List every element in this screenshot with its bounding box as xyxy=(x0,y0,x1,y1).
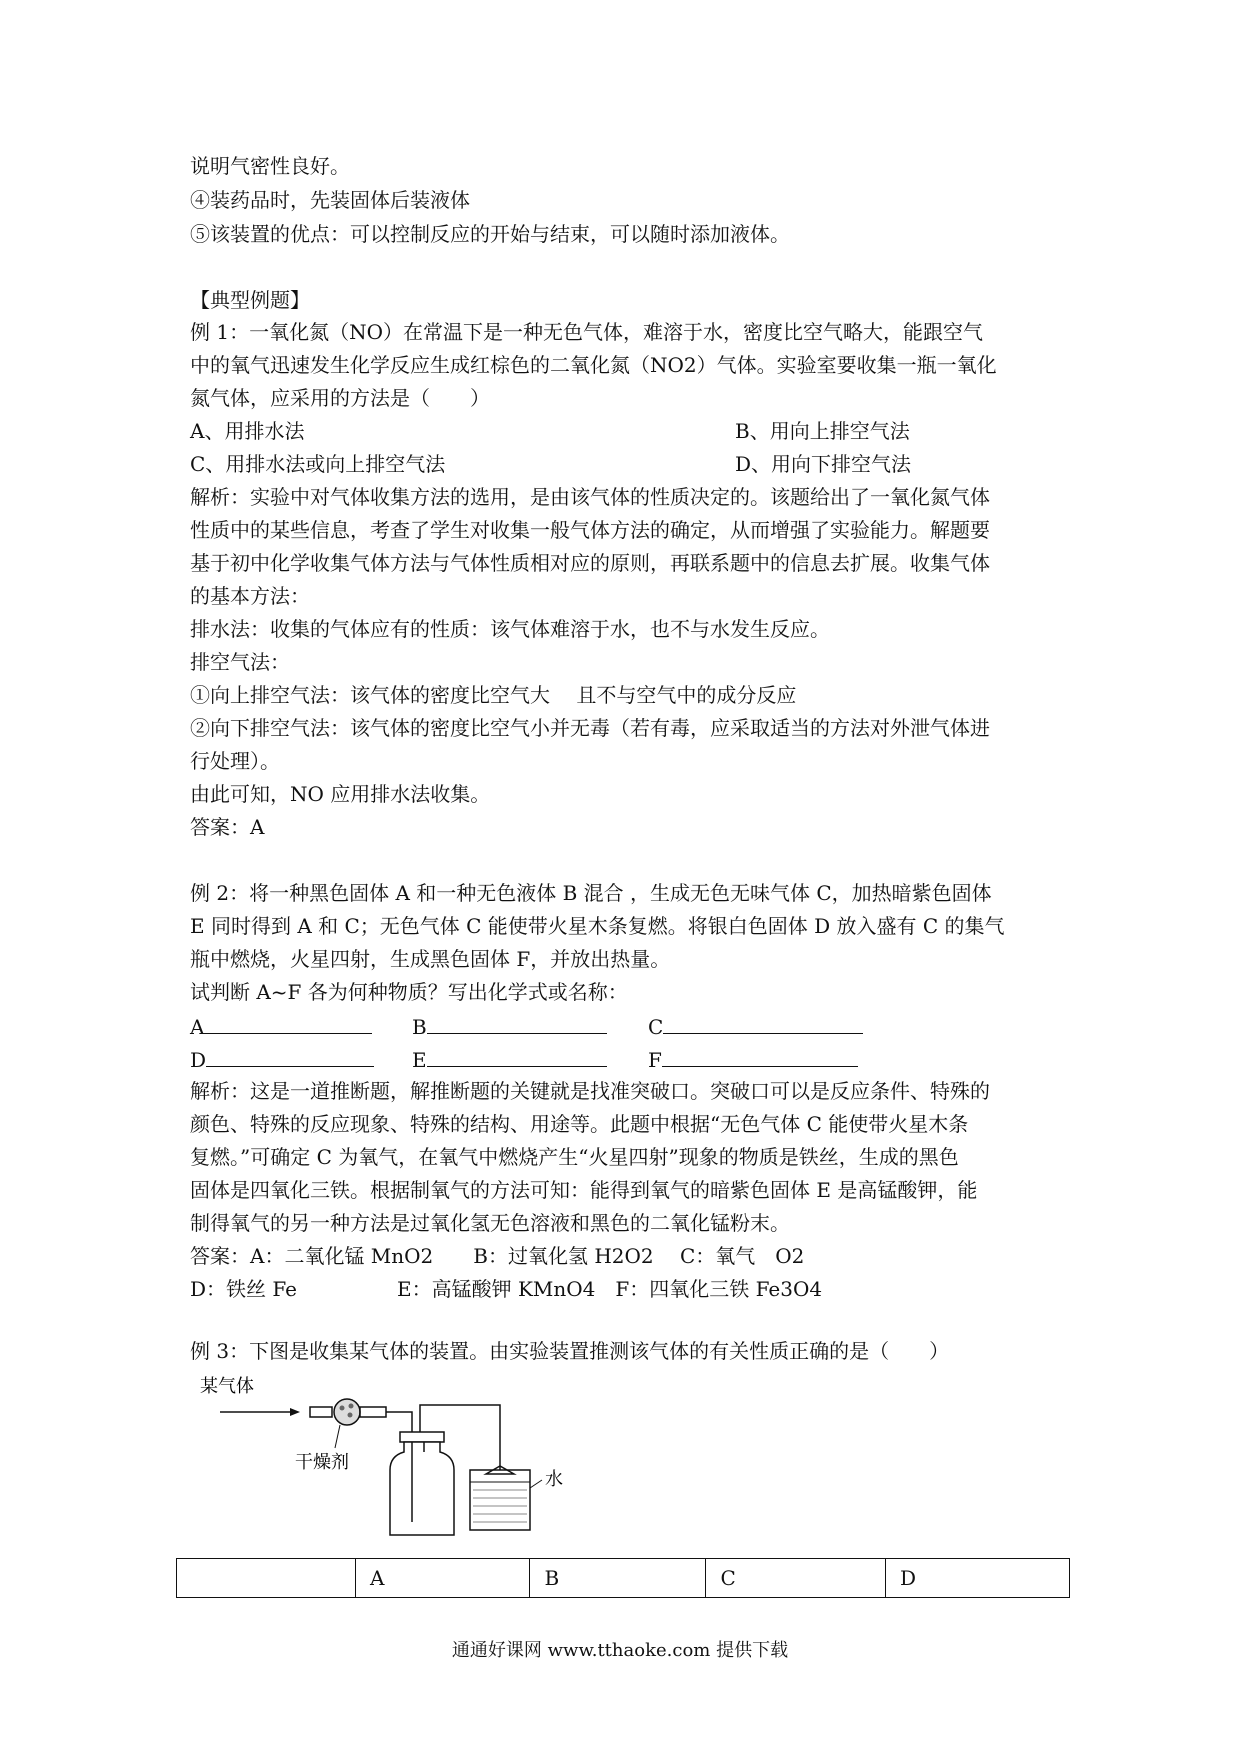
blank-f xyxy=(662,1044,858,1067)
blank-label-c: C xyxy=(648,1015,664,1039)
inlet-tube xyxy=(386,1412,412,1432)
ex2-answer-2: D：铁丝 Fe E：高锰酸钾 KMnO4 F：四氧化三铁 Fe3O4 xyxy=(190,1277,823,1301)
blank-label-e: E xyxy=(412,1048,427,1072)
figure-label-gas: 某气体 xyxy=(200,1376,254,1397)
desiccant-grain xyxy=(349,1404,354,1409)
ex2-analysis-1: 解析：这是一道推断题，解推断题的关键就是找准突破口。突破口可以是反应条件、特殊的 xyxy=(190,1079,990,1103)
ex2-blanks-row-2 xyxy=(190,1044,662,1074)
ex1-line-2: 中的氧气迅速发生化学反应生成红棕色的二氧化氮（NO2）气体。实验室要收集一瓶一氧化 xyxy=(190,353,997,377)
ex1-option-a: A、用排水法 xyxy=(190,419,305,443)
page-footer: 通通好课网 www.tthaoke.com 提供下载 xyxy=(451,1640,789,1661)
connecting-tube xyxy=(420,1405,500,1432)
table-header-a: A xyxy=(356,1559,530,1598)
blank-a xyxy=(204,1011,372,1034)
water-pointer-line xyxy=(530,1480,542,1488)
ex2-blanks-row-1 xyxy=(190,1011,664,1041)
ex1-analysis-2: 性质中的某些信息，考查了学生对收集一般气体方法的确定，从而增强了实验能力。解题要 xyxy=(190,518,990,542)
drying-tube-inlet xyxy=(310,1407,332,1417)
ex1-option-c: C、用排水法或向上排空气法 xyxy=(190,452,446,476)
ex1-analysis-1: 解析：实验中对气体收集方法的选用，是由该气体的性质决定的。该题给出了一氧化氮气体 xyxy=(190,485,990,509)
ex1-line-1: 例 1：一氧化氮（NO）在常温下是一种无色气体，难溶于水，密度比空气略大，能跟空气 xyxy=(190,320,983,344)
blank-label-a: A xyxy=(190,1015,205,1039)
table-header-b: B xyxy=(530,1559,706,1598)
ex1-options-row-2 xyxy=(190,450,912,478)
blank-label-e-wrap xyxy=(412,1044,607,1074)
blank-label-d: D xyxy=(190,1048,207,1072)
gas-collection-apparatus-figure xyxy=(190,1370,640,1550)
intro-line-3: ⑤该装置的优点：可以控制反应的开始与结束，可以随时添加液体。 xyxy=(190,222,790,246)
table-header-blank xyxy=(177,1559,356,1598)
ex1-analysis-9: 行处理）。 xyxy=(190,749,280,773)
desiccant-grain xyxy=(340,1406,345,1411)
blank-label-b: B xyxy=(412,1015,427,1039)
blank-b xyxy=(427,1011,607,1034)
blank-label-f: F xyxy=(648,1048,662,1072)
ex2-line-1: 例 2：将一种黑色固体 A 和一种无色液体 B 混合 ，生成无色无味气体 C，加热暗紫色固体 xyxy=(190,881,992,905)
bottle-stopper xyxy=(400,1432,444,1442)
ex1-analysis-10: 由此可知，NO 应用排水法收集。 xyxy=(190,782,491,806)
blank-e xyxy=(427,1044,607,1067)
collection-bottle xyxy=(390,1442,454,1535)
table-row xyxy=(177,1559,1070,1598)
ex3-line-1: 例 3：下图是收集某气体的装置。由实验装置推测该气体的有关性质正确的是（ ） xyxy=(190,1339,950,1363)
intro-line-1: 说明气密性良好。 xyxy=(190,154,350,178)
ex1-analysis-7: ①向上排空气法：该气体的密度比空气大 且不与空气中的成分反应 xyxy=(190,683,797,707)
blank-c xyxy=(663,1011,863,1034)
desiccant-grain xyxy=(348,1413,353,1418)
gas-inflow-arrowhead xyxy=(290,1408,300,1416)
section-title: 【典型例题】 xyxy=(190,288,310,312)
ex2-line-4: 试判断 A~F 各为何种物质？写出化学式或名称： xyxy=(190,980,628,1004)
table-header-c: C xyxy=(706,1559,886,1598)
ex1-line-3: 氮气体，应采用的方法是（ ） xyxy=(190,386,490,410)
ex2-analysis-4: 固体是四氧化三铁。根据制氧气的方法可知：能得到氧气的暗紫色固体 E 是高锰酸钾，能 xyxy=(190,1178,978,1202)
ex1-options-row-1 xyxy=(190,417,910,445)
figure-label-dryer: 干燥剂 xyxy=(295,1452,349,1473)
ex2-analysis-2: 颜色、特殊的反应现象、特殊的结构、用途等。此题中根据“无色气体 C 能使带火星木条 xyxy=(190,1112,969,1136)
ex1-answer: 答案：A xyxy=(190,815,265,839)
blank-label-c-wrap xyxy=(648,1011,863,1041)
ex1-analysis-5: 排水法：收集的气体应有的性质：该气体难溶于水，也不与水发生反应。 xyxy=(190,617,830,641)
figure-label-water: 水 xyxy=(545,1469,563,1490)
ex2-line-3: 瓶中燃烧，火星四射，生成黑色固体 F，并放出热量。 xyxy=(190,947,671,971)
table-header-d: D xyxy=(886,1559,1070,1598)
intro-line-2: ④装药品时，先装固体后装液体 xyxy=(190,188,470,212)
ex1-analysis-8: ②向下排空气法：该气体的密度比空气小并无毒（若有毒，应采取适当的方法对外泄气体进 xyxy=(190,716,990,740)
ex2-line-2: E 同时得到 A 和 C；无色气体 C 能使带火星木条复燃。将银白色固体 D 放入盛有 C 的集气 xyxy=(190,914,1005,938)
ex1-option-d: D、用向下排空气法 xyxy=(735,452,912,476)
blank-d xyxy=(206,1044,374,1067)
ex2-answer-1: 答案：A：二氧化锰 MnO2 B：过氧化氢 H2O2 C：氧气 O2 xyxy=(190,1244,805,1268)
drying-tube-bulb xyxy=(334,1399,360,1425)
ex1-analysis-3: 基于初中化学收集气体方法与气体性质相对应的原则，再联系题中的信息去扩展。收集气体 xyxy=(190,551,990,575)
ex1-analysis-6: 排空气法： xyxy=(190,650,290,674)
ex2-analysis-3: 复燃。”可确定 C 为氧气，在氧气中燃烧产生“火星四射”现象的物质是铁丝，生成的黑色 xyxy=(190,1145,959,1169)
ex3-answer-table xyxy=(176,1558,1070,1598)
ex2-analysis-5: 制得氧气的另一种方法是过氧化氢无色溶液和黑色的二氧化锰粉末。 xyxy=(190,1211,790,1235)
ex1-option-b: B、用向上排空气法 xyxy=(735,419,910,443)
ex1-analysis-4: 的基本方法： xyxy=(190,584,310,608)
beaker xyxy=(470,1470,530,1530)
blank-label-f-wrap xyxy=(648,1044,858,1074)
blank-label-b-wrap xyxy=(412,1011,607,1041)
desiccant-pointer-line xyxy=(335,1425,340,1448)
drying-tube-outlet xyxy=(360,1407,386,1417)
